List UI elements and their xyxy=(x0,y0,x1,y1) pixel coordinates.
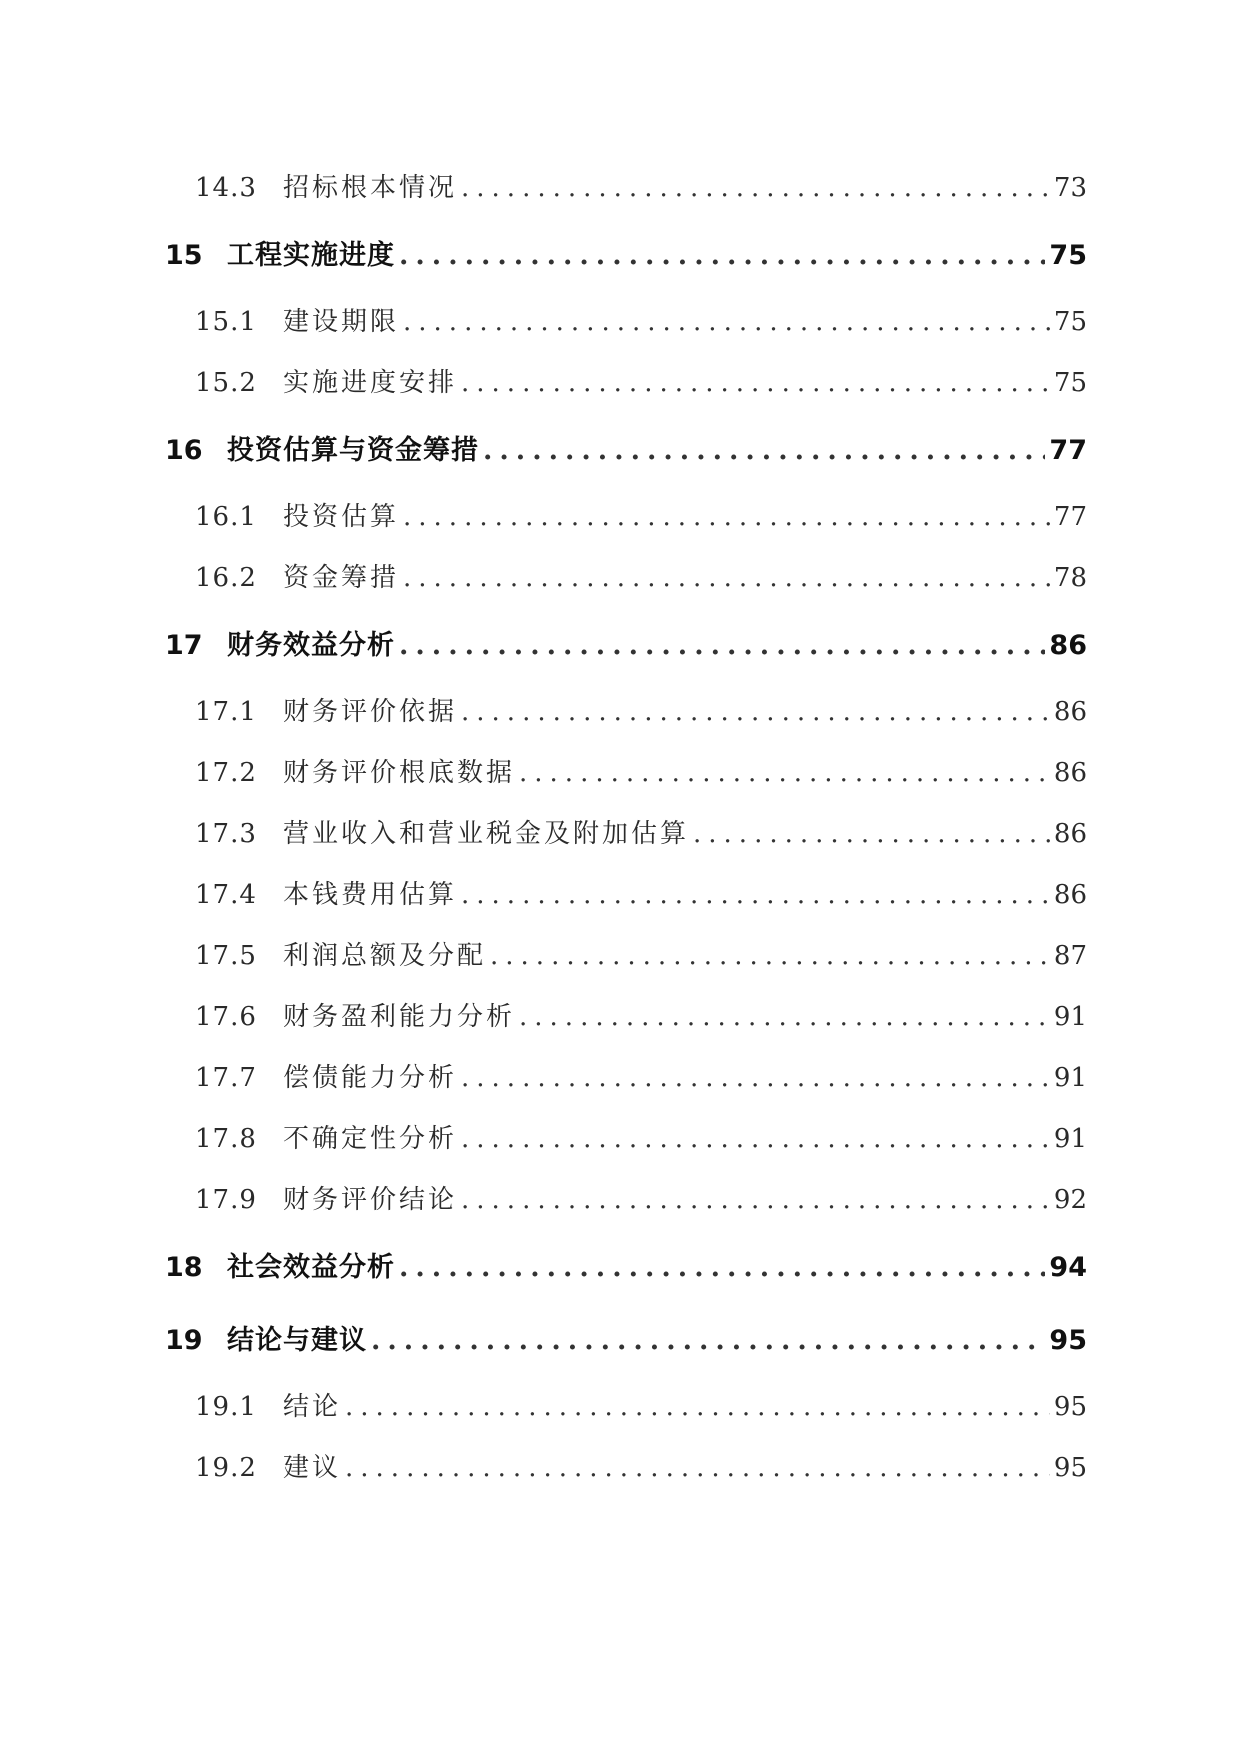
toc-entry-page: 95 xyxy=(1053,1392,1087,1422)
toc-entry-title: 利润总额及分配 xyxy=(283,941,487,971)
toc-entry-page: 77 xyxy=(1049,435,1087,466)
dot-leader xyxy=(461,1170,1050,1231)
dot-leader xyxy=(483,414,1045,487)
dot-leader xyxy=(461,865,1050,926)
dot-leader xyxy=(345,1438,1050,1499)
toc-entry[interactable] xyxy=(165,1438,1087,1499)
toc-entry-page: 73 xyxy=(1053,173,1087,203)
toc-entry[interactable] xyxy=(165,1304,1087,1377)
toc-entry-page: 86 xyxy=(1049,630,1087,661)
toc-entry[interactable] xyxy=(165,487,1087,548)
toc-entry-number: 17.4 xyxy=(195,880,257,910)
dot-leader xyxy=(403,292,1050,353)
toc-entry-number: 16 xyxy=(165,435,203,466)
dot-leader xyxy=(461,1048,1050,1109)
toc-entry-page: 87 xyxy=(1053,941,1087,971)
toc-entry-number: 15 xyxy=(165,240,203,271)
toc-entry-number: 17 xyxy=(165,630,203,661)
toc-entry-title: 工程实施进度 xyxy=(227,240,395,271)
toc-entry-number: 17.6 xyxy=(195,1002,257,1032)
toc-entry-title: 不确定性分析 xyxy=(283,1124,458,1154)
dot-leader xyxy=(345,1377,1050,1438)
toc-entry-number: 15.2 xyxy=(195,368,257,398)
toc-entry-page: 95 xyxy=(1049,1325,1087,1356)
toc-entry-title: 投资估算与资金筹措 xyxy=(227,435,479,466)
dot-leader xyxy=(399,219,1045,292)
dot-leader xyxy=(461,353,1050,414)
toc-entry-page: 91 xyxy=(1053,1002,1087,1032)
toc-entry[interactable] xyxy=(165,609,1087,682)
toc-entry-number: 17.8 xyxy=(195,1124,257,1154)
toc-entry-title: 财务效益分析 xyxy=(227,630,395,661)
toc-entry[interactable] xyxy=(165,548,1087,609)
dot-leader xyxy=(371,1304,1045,1377)
dot-leader xyxy=(519,743,1050,804)
toc-entry-title: 投资估算 xyxy=(283,502,400,532)
toc-entry-title: 偿债能力分析 xyxy=(283,1063,458,1093)
toc-entry[interactable] xyxy=(165,1109,1087,1170)
toc-entry-number: 19 xyxy=(165,1325,203,1356)
dot-leader xyxy=(461,1109,1050,1170)
toc-entry[interactable] xyxy=(165,987,1087,1048)
toc-entry[interactable] xyxy=(165,353,1087,414)
toc-entry-title: 营业收入和营业税金及附加估算 xyxy=(283,819,690,849)
dot-leader xyxy=(461,158,1050,219)
toc-entry-title: 招标根本情况 xyxy=(283,173,458,203)
toc-entry-page: 75 xyxy=(1049,240,1087,271)
toc-entry[interactable] xyxy=(165,414,1087,487)
dot-leader xyxy=(519,987,1050,1048)
dot-leader xyxy=(693,804,1050,865)
toc-entry-number: 17.3 xyxy=(195,819,257,849)
toc-entry-page: 92 xyxy=(1053,1185,1087,1215)
toc-entry-title: 建设期限 xyxy=(283,307,400,337)
toc-entry[interactable] xyxy=(165,1231,1087,1304)
toc-entry-title: 社会效益分析 xyxy=(227,1252,395,1283)
toc-entry-title: 本钱费用估算 xyxy=(283,880,458,910)
toc-entry-page: 86 xyxy=(1053,697,1087,727)
toc-entry-page: 86 xyxy=(1053,819,1087,849)
toc-entry-number: 17.2 xyxy=(195,758,257,788)
toc-entry-number: 16.2 xyxy=(195,563,257,593)
toc-entry[interactable] xyxy=(165,1377,1087,1438)
toc-entry-title: 财务评价结论 xyxy=(283,1185,458,1215)
toc-entry-page: 94 xyxy=(1049,1252,1087,1283)
table-of-contents xyxy=(165,158,1087,1499)
toc-entry-title: 资金筹措 xyxy=(283,563,400,593)
toc-entry[interactable] xyxy=(165,1048,1087,1109)
dot-leader xyxy=(490,926,1050,987)
toc-entry-number: 17.1 xyxy=(195,697,257,727)
toc-entry-number: 14.3 xyxy=(195,173,257,203)
toc-entry-page: 77 xyxy=(1053,502,1087,532)
toc-entry-number: 19.1 xyxy=(195,1392,257,1422)
toc-entry[interactable] xyxy=(165,743,1087,804)
toc-entry-number: 17.5 xyxy=(195,941,257,971)
dot-leader xyxy=(399,1231,1045,1304)
toc-entry[interactable] xyxy=(165,682,1087,743)
toc-entry-number: 18 xyxy=(165,1252,203,1283)
dot-leader xyxy=(399,609,1045,682)
toc-entry-page: 75 xyxy=(1053,368,1087,398)
toc-entry[interactable] xyxy=(165,926,1087,987)
toc-entry-title: 财务盈利能力分析 xyxy=(283,1002,516,1032)
dot-leader xyxy=(403,548,1050,609)
toc-entry-title: 结论 xyxy=(283,1392,342,1422)
toc-entry[interactable] xyxy=(165,219,1087,292)
toc-entry-number: 15.1 xyxy=(195,307,257,337)
toc-entry-page: 95 xyxy=(1053,1453,1087,1483)
toc-entry-page: 91 xyxy=(1053,1124,1087,1154)
toc-entry[interactable] xyxy=(165,865,1087,926)
toc-entry-page: 86 xyxy=(1053,758,1087,788)
toc-entry-title: 实施进度安排 xyxy=(283,368,458,398)
toc-entry[interactable] xyxy=(165,804,1087,865)
toc-entry-title: 结论与建议 xyxy=(227,1325,367,1356)
toc-entry[interactable] xyxy=(165,158,1087,219)
dot-leader xyxy=(461,682,1050,743)
toc-entry-title: 财务评价根底数据 xyxy=(283,758,516,788)
toc-entry-number: 17.9 xyxy=(195,1185,257,1215)
toc-entry-title: 财务评价依据 xyxy=(283,697,458,727)
toc-entry[interactable] xyxy=(165,292,1087,353)
toc-entry-page: 75 xyxy=(1053,307,1087,337)
toc-entry-page: 91 xyxy=(1053,1063,1087,1093)
toc-entry[interactable] xyxy=(165,1170,1087,1231)
toc-entry-number: 19.2 xyxy=(195,1453,257,1483)
toc-entry-title: 建议 xyxy=(283,1453,342,1483)
toc-entry-page: 86 xyxy=(1053,880,1087,910)
toc-entry-number: 16.1 xyxy=(195,502,257,532)
toc-entry-number: 17.7 xyxy=(195,1063,257,1093)
dot-leader xyxy=(403,487,1050,548)
toc-entry-page: 78 xyxy=(1053,563,1087,593)
